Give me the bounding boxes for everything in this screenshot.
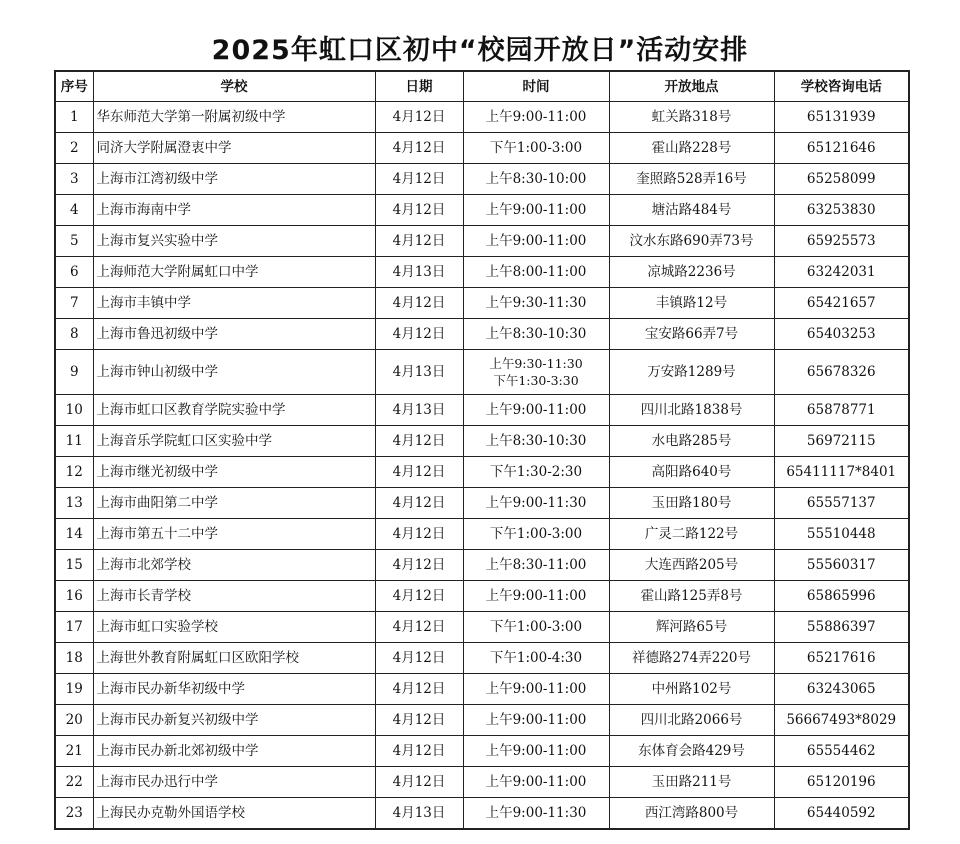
cell-num: 22 [55,767,93,798]
table-row [55,133,909,164]
cell-place: 汶水东路690弄73号 [609,226,774,257]
table-row [55,164,909,195]
cell-place: 广灵二路122号 [609,519,774,550]
cell-time [463,257,609,288]
cell-date: 4月12日 [375,674,463,705]
time-slot: 上午9:00-11:00 [485,712,587,728]
time-slot: 上午9:00-11:00 [485,402,587,418]
cell-place: 玉田路211号 [609,767,774,798]
table-row [55,705,909,736]
cell-school: 上海市民办新华初级中学 [93,674,375,705]
cell-place: 高阳路640号 [609,457,774,488]
schedule-table [54,70,910,830]
cell-date: 4月12日 [375,457,463,488]
cell-place: 四川北路2066号 [609,705,774,736]
cell-school: 上海市长青学校 [93,581,375,612]
table-row [55,319,909,350]
cell-num: 14 [55,519,93,550]
cell-date: 4月12日 [375,705,463,736]
cell-phone: 65121646 [774,133,909,164]
cell-school: 上海民办克勒外国语学校 [93,798,375,830]
cell-time [463,395,609,426]
header-date: 日期 [375,71,463,102]
time-slot: 上午9:00-11:00 [485,109,587,125]
table-row [55,736,909,767]
cell-school: 上海市继光初级中学 [93,457,375,488]
table-row [55,426,909,457]
cell-phone: 65925573 [774,226,909,257]
cell-place: 丰镇路12号 [609,288,774,319]
time-slot: 上午9:00-11:00 [485,743,587,759]
cell-date: 4月12日 [375,164,463,195]
cell-time [463,319,609,350]
time-slot: 上午8:00-11:00 [485,264,587,280]
cell-phone: 63243065 [774,674,909,705]
cell-place: 西江湾路800号 [609,798,774,830]
time-slot: 上午9:00-11:30 [485,495,587,511]
cell-date: 4月12日 [375,319,463,350]
cell-phone: 56972115 [774,426,909,457]
time-slot: 上午9:30-11:30 [489,356,583,371]
time-slot: 下午1:00-3:00 [489,140,583,156]
cell-phone: 65217616 [774,643,909,674]
cell-phone: 65403253 [774,319,909,350]
cell-school: 上海市曲阳第二中学 [93,488,375,519]
cell-time [463,164,609,195]
cell-place: 中州路102号 [609,674,774,705]
cell-school: 上海世外教育附属虹口区欧阳学校 [93,643,375,674]
time-slot: 上午9:00-11:00 [485,588,587,604]
cell-phone: 65554462 [774,736,909,767]
table-row [55,612,909,643]
cell-school: 上海师范大学附属虹口中学 [93,257,375,288]
cell-phone: 63242031 [774,257,909,288]
cell-place: 霍山路228号 [609,133,774,164]
cell-date: 4月12日 [375,612,463,643]
cell-time [463,350,609,395]
time-slot: 下午1:30-3:30 [493,373,579,388]
cell-date: 4月12日 [375,643,463,674]
cell-time [463,705,609,736]
cell-school: 上海市鲁迅初级中学 [93,319,375,350]
table-header-row [55,71,909,102]
time-slot: 上午9:00-11:00 [485,233,587,249]
cell-place: 霍山路125弄8号 [609,581,774,612]
cell-place: 玉田路180号 [609,488,774,519]
header-phone: 学校咨询电话 [774,71,909,102]
header-time: 时间 [463,71,609,102]
cell-phone: 65421657 [774,288,909,319]
cell-num: 10 [55,395,93,426]
cell-phone: 65878771 [774,395,909,426]
cell-date: 4月12日 [375,133,463,164]
cell-time [463,798,609,830]
cell-place: 四川北路1838号 [609,395,774,426]
cell-num: 20 [55,705,93,736]
cell-phone: 65440592 [774,798,909,830]
cell-place: 奎照路528弄16号 [609,164,774,195]
table-row [55,457,909,488]
table-row [55,550,909,581]
table-row [55,767,909,798]
cell-num: 4 [55,195,93,226]
cell-date: 4月13日 [375,798,463,830]
time-slot: 上午9:00-11:00 [485,681,587,697]
cell-school: 上海市虹口实验学校 [93,612,375,643]
cell-num: 12 [55,457,93,488]
table-row [55,102,909,133]
cell-date: 4月12日 [375,581,463,612]
time-slot: 下午1:00-4:30 [489,650,583,666]
cell-phone: 65411117*8401 [774,457,909,488]
cell-time [463,457,609,488]
cell-school: 同济大学附属澄衷中学 [93,133,375,164]
cell-num: 23 [55,798,93,830]
page-title: 2025年虹口区初中“校园开放日”活动安排 [211,35,749,66]
table-row [55,643,909,674]
cell-date: 4月12日 [375,426,463,457]
cell-time [463,581,609,612]
cell-time [463,102,609,133]
cell-date: 4月12日 [375,488,463,519]
cell-num: 18 [55,643,93,674]
cell-phone: 55560317 [774,550,909,581]
cell-place: 东体育会路429号 [609,736,774,767]
table-row [55,395,909,426]
cell-num: 16 [55,581,93,612]
header-num: 序号 [55,71,93,102]
time-slot: 下午1:00-3:00 [489,619,583,635]
cell-school: 上海音乐学院虹口区实验中学 [93,426,375,457]
cell-date: 4月12日 [375,550,463,581]
cell-date: 4月12日 [375,102,463,133]
cell-phone: 55886397 [774,612,909,643]
cell-place: 塘沽路484号 [609,195,774,226]
cell-time [463,674,609,705]
cell-num: 3 [55,164,93,195]
cell-phone: 55510448 [774,519,909,550]
cell-school: 上海市民办新复兴初级中学 [93,705,375,736]
cell-time [463,519,609,550]
time-slot: 上午8:30-10:00 [485,171,587,187]
cell-school: 上海市虹口区教育学院实验中学 [93,395,375,426]
table-row [55,674,909,705]
cell-place: 水电路285号 [609,426,774,457]
cell-place: 凉城路2236号 [609,257,774,288]
cell-time [463,643,609,674]
time-slot: 上午8:30-11:00 [485,557,587,573]
cell-school: 上海市第五十二中学 [93,519,375,550]
time-slot: 上午9:30-11:30 [485,295,587,311]
cell-date: 4月12日 [375,736,463,767]
cell-school: 上海市民办新北郊初级中学 [93,736,375,767]
cell-num: 5 [55,226,93,257]
cell-school: 上海市钟山初级中学 [93,350,375,395]
table-row [55,350,909,395]
table-row [55,798,909,830]
cell-time [463,550,609,581]
table-row [55,581,909,612]
cell-phone: 65120196 [774,767,909,798]
table-row [55,519,909,550]
cell-phone: 56667493*8029 [774,705,909,736]
cell-school: 上海市丰镇中学 [93,288,375,319]
cell-place: 万安路1289号 [609,350,774,395]
cell-num: 1 [55,102,93,133]
cell-time [463,226,609,257]
cell-time [463,288,609,319]
cell-time [463,133,609,164]
cell-date: 4月12日 [375,195,463,226]
cell-time [463,195,609,226]
cell-phone: 65865996 [774,581,909,612]
cell-place: 虹关路318号 [609,102,774,133]
cell-school: 上海市北郊学校 [93,550,375,581]
header-school: 学校 [93,71,375,102]
cell-place: 祥德路274弄220号 [609,643,774,674]
cell-num: 15 [55,550,93,581]
cell-phone: 65678326 [774,350,909,395]
cell-date: 4月13日 [375,350,463,395]
cell-num: 6 [55,257,93,288]
cell-date: 4月12日 [375,226,463,257]
cell-num: 21 [55,736,93,767]
table-row [55,195,909,226]
cell-time [463,767,609,798]
cell-num: 11 [55,426,93,457]
cell-num: 19 [55,674,93,705]
time-slot: 上午8:30-10:30 [485,326,587,342]
time-slot: 上午9:00-11:00 [485,774,587,790]
cell-date: 4月12日 [375,519,463,550]
cell-date: 4月12日 [375,767,463,798]
table-row [55,288,909,319]
cell-date: 4月12日 [375,288,463,319]
cell-school: 上海市江湾初级中学 [93,164,375,195]
cell-time [463,736,609,767]
cell-school: 上海市海南中学 [93,195,375,226]
cell-phone: 65258099 [774,164,909,195]
table-row [55,257,909,288]
cell-date: 4月13日 [375,395,463,426]
cell-num: 7 [55,288,93,319]
cell-phone: 65131939 [774,102,909,133]
table-row [55,226,909,257]
cell-date: 4月13日 [375,257,463,288]
cell-num: 17 [55,612,93,643]
cell-num: 8 [55,319,93,350]
cell-place: 辉河路65号 [609,612,774,643]
cell-num: 9 [55,350,93,395]
cell-place: 宝安路66弄7号 [609,319,774,350]
cell-time [463,488,609,519]
cell-time [463,426,609,457]
cell-num: 13 [55,488,93,519]
cell-num: 2 [55,133,93,164]
cell-phone: 63253830 [774,195,909,226]
cell-school: 上海市民办迅行中学 [93,767,375,798]
cell-time [463,612,609,643]
cell-place: 大连西路205号 [609,550,774,581]
header-place: 开放地点 [609,71,774,102]
cell-school: 华东师范大学第一附属初级中学 [93,102,375,133]
table-body [55,102,909,830]
time-slot: 上午9:00-11:00 [485,202,587,218]
time-slot: 下午1:00-3:00 [489,526,583,542]
time-slot: 上午8:30-10:30 [485,433,587,449]
time-slot: 下午1:30-2:30 [489,464,583,480]
cell-school: 上海市复兴实验中学 [93,226,375,257]
table-row [55,488,909,519]
cell-phone: 65557137 [774,488,909,519]
time-slot: 上午9:00-11:30 [485,805,587,821]
